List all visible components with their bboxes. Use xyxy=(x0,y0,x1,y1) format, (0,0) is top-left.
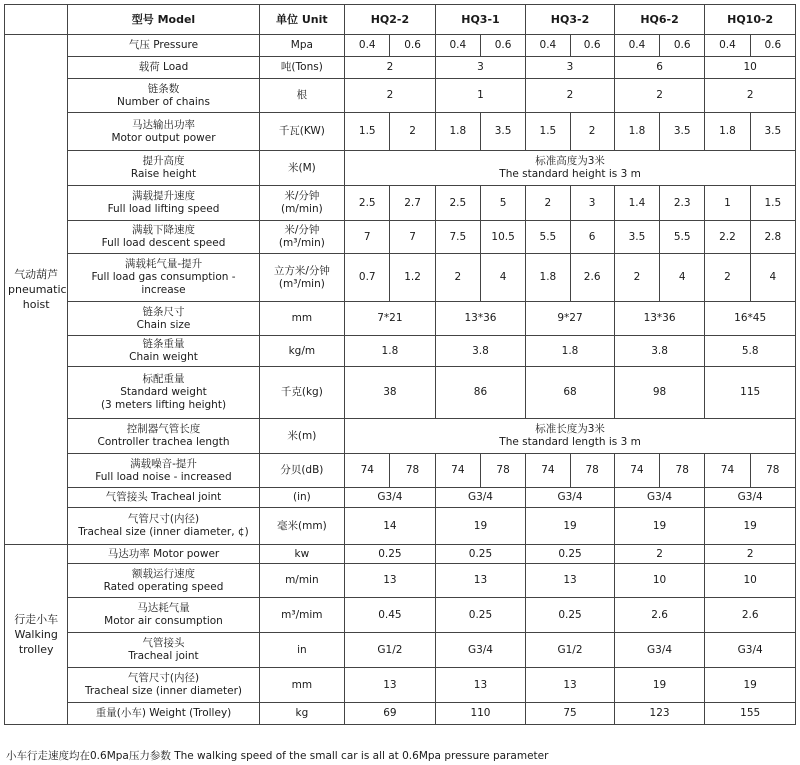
value-cell: 7 xyxy=(345,221,390,254)
unit-cell xyxy=(259,419,345,454)
header-unit: 单位 Unit xyxy=(259,5,345,35)
value-cell: 1.4 xyxy=(614,186,659,221)
value-cell: 0.4 xyxy=(526,35,570,57)
value-cell: 0.6 xyxy=(750,35,795,57)
param-label: Tracheal size (inner diameter, ¢) xyxy=(78,526,249,538)
param-label: Tracheal size (inner diameter) xyxy=(84,685,242,697)
value-cell: 68 xyxy=(526,367,615,419)
param-label: Controller trachea length xyxy=(97,436,230,448)
unit-cell xyxy=(259,79,345,113)
value-cell: 6 xyxy=(614,57,705,79)
value-cell: 1.8 xyxy=(435,113,480,151)
value-cell: 0.4 xyxy=(345,35,390,57)
value-cell: 1.8 xyxy=(705,113,750,151)
param-label: 链条数 xyxy=(147,82,180,95)
param-label: 满载提升速度 xyxy=(131,190,195,202)
unit-cell xyxy=(259,57,345,79)
unit-cell xyxy=(259,598,345,633)
value-cell: 3.5 xyxy=(750,113,795,151)
value-cell: 2 xyxy=(435,254,480,302)
group-label-line: Walking xyxy=(14,628,58,641)
unit-cell xyxy=(259,35,345,57)
unit-cell xyxy=(259,668,345,703)
value-cell: 7 xyxy=(390,221,435,254)
unit-label: 吨(Tons) xyxy=(280,61,323,73)
group-label-line: trolley xyxy=(18,643,54,656)
value-cell: 16*45 xyxy=(705,302,796,336)
value-cell: 3.5 xyxy=(480,113,525,151)
param-label: Rated operating speed xyxy=(103,580,224,593)
param-label: 马达输出功率 xyxy=(131,118,195,131)
value-cell: 4 xyxy=(480,254,525,302)
value-cell: 2.5 xyxy=(345,186,390,221)
unit-cell xyxy=(259,703,345,725)
value-cell: G3/4 xyxy=(435,633,526,668)
param-cell xyxy=(68,57,259,79)
param-label: Motor air consumption xyxy=(104,615,223,627)
param-cell xyxy=(68,564,259,598)
unit-cell xyxy=(259,151,345,186)
value-cell: 38 xyxy=(345,367,436,419)
value-cell: 74 xyxy=(614,454,659,488)
unit-label: in xyxy=(297,643,307,656)
value-cell: 2.6 xyxy=(570,254,614,302)
unit-label: kg/m xyxy=(288,344,316,357)
value-cell: 74 xyxy=(345,454,390,488)
value-cell: 69 xyxy=(345,703,436,725)
value-cell: 4 xyxy=(660,254,705,302)
value-cell: 3 xyxy=(570,186,614,221)
table-row xyxy=(5,186,796,221)
unit-label: 千瓦(KW) xyxy=(278,125,325,137)
param-cell xyxy=(68,598,259,633)
param-label: 满载噪音-提升 xyxy=(130,457,197,470)
param-label: 气压 Pressure xyxy=(128,39,199,51)
value-cell: 1.5 xyxy=(526,113,570,151)
value-cell: 2.2 xyxy=(705,221,750,254)
value-cell: 2 xyxy=(705,79,796,113)
table-row xyxy=(5,79,796,113)
param-label: Full load descent speed xyxy=(101,237,226,249)
param-cell xyxy=(68,367,259,419)
value-cell: 78 xyxy=(480,454,525,488)
value-cell: 13 xyxy=(526,668,615,703)
value-cell: 3.5 xyxy=(614,221,659,254)
param-cell xyxy=(68,419,259,454)
table-row xyxy=(5,35,796,57)
param-label: (3 meters lifting height) xyxy=(100,399,227,411)
group-label-trolley xyxy=(5,545,68,725)
unit-cell xyxy=(259,508,345,545)
value-cell: 2 xyxy=(570,113,614,151)
value-cell: 19 xyxy=(705,668,796,703)
param-label: 额载运行速度 xyxy=(131,567,195,580)
table-row xyxy=(5,57,796,79)
unit-cell xyxy=(259,186,345,221)
value-cell: 0.25 xyxy=(435,598,526,633)
value-cell: 3 xyxy=(526,57,615,79)
value-cell: 4 xyxy=(750,254,795,302)
param-label: Motor output power xyxy=(111,131,216,144)
value-cell: 5.5 xyxy=(526,221,570,254)
unit-cell xyxy=(259,454,345,488)
param-cell xyxy=(68,703,259,725)
merged-value-cell xyxy=(345,419,796,454)
unit-label: (m³/min) xyxy=(278,277,325,290)
value-cell: 0.45 xyxy=(345,598,436,633)
table-row xyxy=(5,302,796,336)
value-cell: 2 xyxy=(390,113,435,151)
unit-label: 米(m) xyxy=(287,429,317,442)
value-cell: G1/2 xyxy=(345,633,436,668)
unit-label: 根 xyxy=(296,89,308,101)
header-model: 型号 Model xyxy=(68,5,259,35)
value-cell: 2.6 xyxy=(705,598,796,633)
unit-cell xyxy=(259,113,345,151)
unit-cell xyxy=(259,302,345,336)
value-cell: 0.4 xyxy=(435,35,480,57)
unit-label: 米(M) xyxy=(287,161,316,174)
value-cell: 0.4 xyxy=(614,35,659,57)
value-cell: 13 xyxy=(435,564,526,598)
param-cell xyxy=(68,454,259,488)
value-cell: 74 xyxy=(526,454,570,488)
param-label: 标配重量 xyxy=(142,373,185,385)
header-model-hq10-2: HQ10-2 xyxy=(705,5,796,35)
value-cell: 78 xyxy=(390,454,435,488)
value-cell: 1 xyxy=(435,79,526,113)
value-cell: 5.5 xyxy=(660,221,705,254)
value-cell: 13 xyxy=(435,668,526,703)
value-cell: 2 xyxy=(614,254,659,302)
value-cell: 13*36 xyxy=(435,302,526,336)
value-cell: 2 xyxy=(705,254,750,302)
value-cell: 2.3 xyxy=(660,186,705,221)
header-model-hq2-2: HQ2-2 xyxy=(345,5,436,35)
param-label: Standard weight xyxy=(120,386,207,398)
value-text: The standard length is 3 m xyxy=(499,436,641,448)
unit-label: 分贝(dB) xyxy=(280,464,324,476)
value-cell: 155 xyxy=(705,703,796,725)
value-cell: 123 xyxy=(614,703,705,725)
param-cell xyxy=(68,221,259,254)
header-model-hq6-2: HQ6-2 xyxy=(614,5,705,35)
value-cell: 115 xyxy=(705,367,796,419)
unit-cell xyxy=(259,633,345,668)
value-cell: 7*21 xyxy=(345,302,436,336)
param-cell xyxy=(68,186,259,221)
spec-table-body xyxy=(5,35,796,725)
unit-label: kg xyxy=(295,707,309,719)
param-label: 满载耗气量-提升 xyxy=(124,258,203,270)
value-cell: G3/4 xyxy=(526,488,615,508)
value-cell: 98 xyxy=(614,367,705,419)
value-cell: 78 xyxy=(570,454,614,488)
param-cell xyxy=(68,545,259,564)
value-cell: 19 xyxy=(614,668,705,703)
header-row xyxy=(5,5,796,35)
value-cell: 1.8 xyxy=(526,336,615,367)
group-label-line: 行走小车 xyxy=(14,613,59,626)
value-cell: G3/4 xyxy=(435,488,526,508)
value-text: 标准高度为3米 xyxy=(535,155,605,167)
param-label: 载荷 Load xyxy=(138,61,189,73)
table-row xyxy=(5,336,796,367)
group-label-line: pneumatic xyxy=(8,283,67,296)
value-cell: 10 xyxy=(705,57,796,79)
value-text: 标准长度为3米 xyxy=(535,423,605,435)
unit-cell xyxy=(259,564,345,598)
param-label: Full load lifting speed xyxy=(107,203,220,215)
table-row xyxy=(5,488,796,508)
value-cell: 1.8 xyxy=(614,113,659,151)
unit-label: mm xyxy=(291,678,313,691)
param-label: Tracheal joint xyxy=(128,650,199,662)
param-label: 马达功率 Motor power xyxy=(107,547,220,560)
value-cell: 19 xyxy=(705,508,796,545)
param-label: Full load gas consumption - xyxy=(91,271,236,283)
value-cell: 1.8 xyxy=(345,336,436,367)
merged-value-cell xyxy=(345,151,796,186)
unit-cell xyxy=(259,545,345,564)
value-cell: 0.6 xyxy=(660,35,705,57)
value-cell: 0.25 xyxy=(345,545,436,564)
value-cell: 19 xyxy=(614,508,705,545)
value-cell: 0.25 xyxy=(526,545,615,564)
value-cell: 2.7 xyxy=(390,186,435,221)
param-label: 气管接头 Tracheal joint xyxy=(105,491,222,503)
footnote: 小车行走速度均在0.6Mpa压力参数 The walking speed of the small car is all at 0.6Mpa pressure parameter xyxy=(6,750,549,762)
value-cell: 0.25 xyxy=(526,598,615,633)
value-cell: 1.8 xyxy=(526,254,570,302)
value-cell: 3.8 xyxy=(435,336,526,367)
value-cell: 86 xyxy=(435,367,526,419)
unit-label: m³/mim xyxy=(281,608,323,621)
value-cell: 0.7 xyxy=(345,254,390,302)
value-cell: 1.5 xyxy=(750,186,795,221)
unit-cell xyxy=(259,367,345,419)
param-cell xyxy=(68,79,259,113)
table-row xyxy=(5,668,796,703)
value-cell: 9*27 xyxy=(526,302,615,336)
value-cell: 19 xyxy=(435,508,526,545)
header-model-hq3-2: HQ3-2 xyxy=(526,5,615,35)
param-label: 气管接头 xyxy=(142,637,185,649)
value-cell: 3.8 xyxy=(614,336,705,367)
param-label: 气管尺寸(内径) xyxy=(127,672,200,684)
value-cell: 75 xyxy=(526,703,615,725)
unit-cell xyxy=(259,488,345,508)
value-cell: 14 xyxy=(345,508,436,545)
param-label: 控制器气管长度 xyxy=(126,423,201,435)
value-cell: 13 xyxy=(526,564,615,598)
param-label: Chain weight xyxy=(129,351,198,363)
param-label: 满载下降速度 xyxy=(131,224,195,236)
value-cell: 0.6 xyxy=(480,35,525,57)
unit-label: (in) xyxy=(292,491,311,503)
param-label: 气管尺寸(内径) xyxy=(127,513,200,525)
unit-label: mm xyxy=(291,312,313,324)
param-label: 马达耗气量 xyxy=(137,602,190,614)
value-cell: 13 xyxy=(345,564,436,598)
value-cell: 2 xyxy=(614,545,705,564)
table-row xyxy=(5,703,796,725)
value-cell: 5.8 xyxy=(705,336,796,367)
value-cell: 78 xyxy=(750,454,795,488)
value-cell: 5 xyxy=(480,186,525,221)
param-cell xyxy=(68,35,259,57)
unit-label: 米/分钟 xyxy=(284,224,320,236)
table-row xyxy=(5,367,796,419)
value-cell: 2.6 xyxy=(614,598,705,633)
value-cell: G3/4 xyxy=(345,488,436,508)
unit-label: 毫米(mm) xyxy=(277,519,327,532)
value-cell: 19 xyxy=(526,508,615,545)
header-model-hq3-1: HQ3-1 xyxy=(435,5,526,35)
param-label: Raise height xyxy=(130,168,197,180)
spec-table xyxy=(4,4,796,725)
value-cell: 74 xyxy=(705,454,750,488)
param-cell xyxy=(68,633,259,668)
param-label: Full load noise - increased xyxy=(95,470,232,483)
group-label-line: 气动葫芦 xyxy=(14,268,59,281)
value-cell: 0.6 xyxy=(570,35,614,57)
unit-label: Mpa xyxy=(290,39,313,51)
table-row xyxy=(5,454,796,488)
value-cell: G1/2 xyxy=(526,633,615,668)
value-cell: 0.25 xyxy=(435,545,526,564)
table-row xyxy=(5,419,796,454)
value-cell: 0.4 xyxy=(705,35,750,57)
unit-label: (m³/min) xyxy=(278,237,325,249)
param-label: 链条重量 xyxy=(142,338,185,350)
unit-label: 立方米/分钟 xyxy=(273,264,330,277)
value-cell: 2 xyxy=(345,57,436,79)
param-cell xyxy=(68,668,259,703)
param-label: Chain size xyxy=(136,318,191,331)
param-label: 链条尺寸 xyxy=(142,305,185,318)
table-row xyxy=(5,598,796,633)
value-text: The standard height is 3 m xyxy=(499,168,641,180)
table-row xyxy=(5,508,796,545)
value-cell: 2 xyxy=(345,79,436,113)
value-cell: G3/4 xyxy=(614,633,705,668)
param-cell xyxy=(68,508,259,545)
value-cell: G3/4 xyxy=(614,488,705,508)
unit-label: m/min xyxy=(285,574,319,586)
group-label-line: hoist xyxy=(22,298,50,311)
value-cell: 2 xyxy=(526,79,615,113)
value-cell: 1.2 xyxy=(390,254,435,302)
param-label: Number of chains xyxy=(117,95,210,108)
group-label-hoist xyxy=(5,35,68,545)
value-cell: 2 xyxy=(705,545,796,564)
table-row xyxy=(5,221,796,254)
param-cell xyxy=(68,336,259,367)
value-cell: 2.8 xyxy=(750,221,795,254)
value-cell: 10.5 xyxy=(480,221,525,254)
value-cell: 7.5 xyxy=(435,221,480,254)
value-cell: 1 xyxy=(705,186,750,221)
value-cell: 74 xyxy=(435,454,480,488)
header-blank xyxy=(5,5,68,35)
unit-cell xyxy=(259,221,345,254)
unit-label: 千克(kg) xyxy=(280,386,323,398)
value-cell: 3.5 xyxy=(660,113,705,151)
value-cell: 2.5 xyxy=(435,186,480,221)
table-row xyxy=(5,151,796,186)
param-cell xyxy=(68,113,259,151)
value-cell: 6 xyxy=(570,221,614,254)
table-row xyxy=(5,254,796,302)
value-cell: 2 xyxy=(614,79,705,113)
table-row xyxy=(5,545,796,564)
value-cell: 10 xyxy=(614,564,705,598)
unit-cell xyxy=(259,336,345,367)
value-cell: 13*36 xyxy=(614,302,705,336)
param-cell xyxy=(68,302,259,336)
value-cell: 110 xyxy=(435,703,526,725)
unit-label: kw xyxy=(294,547,310,560)
param-label: 提升高度 xyxy=(142,155,185,167)
param-cell xyxy=(68,488,259,508)
value-cell: 10 xyxy=(705,564,796,598)
value-cell: 13 xyxy=(345,668,436,703)
table-row xyxy=(5,113,796,151)
unit-cell xyxy=(259,254,345,302)
value-cell: 0.6 xyxy=(390,35,435,57)
value-cell: 3 xyxy=(435,57,526,79)
unit-label: 米/分钟 xyxy=(284,190,320,202)
value-cell: 1.5 xyxy=(345,113,390,151)
param-cell xyxy=(68,254,259,302)
param-label: increase xyxy=(141,284,186,296)
param-label: 重量(小车) Weight (Trolley) xyxy=(95,707,232,719)
table-row xyxy=(5,633,796,668)
value-cell: G3/4 xyxy=(705,488,796,508)
value-cell: 78 xyxy=(660,454,705,488)
unit-label: (m/min) xyxy=(280,203,323,215)
value-cell: G3/4 xyxy=(705,633,796,668)
table-row xyxy=(5,564,796,598)
param-cell xyxy=(68,151,259,186)
value-cell: 2 xyxy=(526,186,570,221)
